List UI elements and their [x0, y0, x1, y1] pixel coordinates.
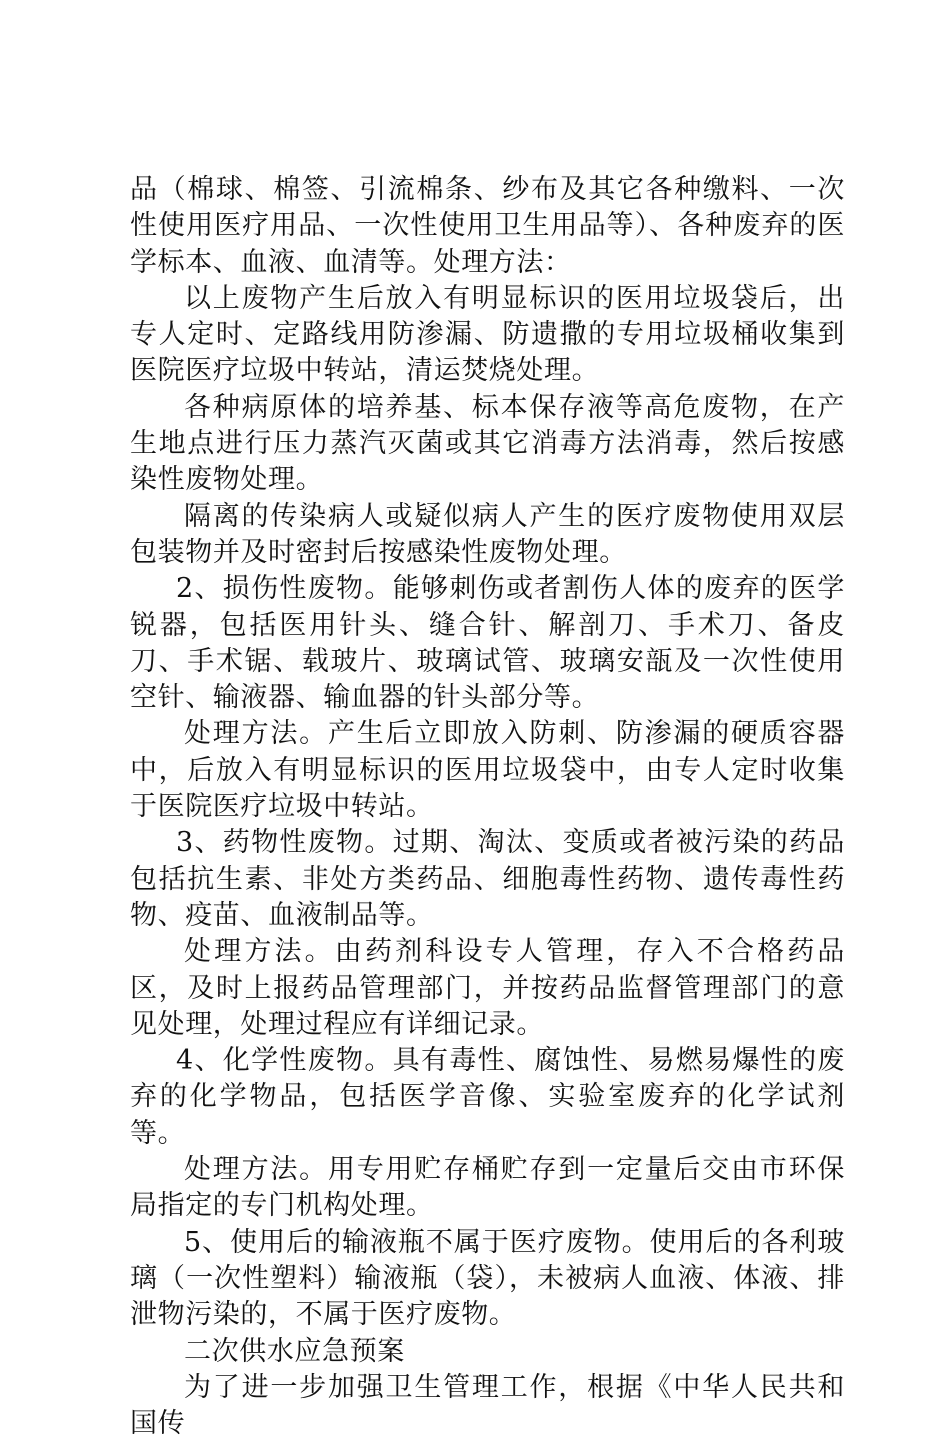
document-body: [130, 172, 845, 1442]
paragraph-5: 2、损伤性废物。能够刺伤或者割伤人体的废弃的医学锐器，包括医用针头、缝合针、解剖刀、手术刀、备皮刀、手术锯、载玻片、玻璃试管、玻璃安瓿及一次性使用空针、输液器、输血器的针头部分等。: [130, 573, 845, 714]
paragraph-6: 处理方法。产生后立即放入防刺、防渗漏的硬质容器中，后放入有明显标识的医用垃圾袋中，由专人定时收集于医院医疗垃圾中转站。: [130, 718, 845, 823]
paragraph-11: 5、使用后的输液瓶不属于医疗废物。使用后的各利玻璃（一次性塑料）输液瓶（袋），未被病人血液、体液、排泄物污染的，不属于医疗废物。: [130, 1226, 845, 1331]
paragraph-9: 4、化学性废物。具有毒性、腐蚀性、易燃易爆性的废弃的化学物品，包括医学音像、实验室废弃的化学试剂等。: [130, 1045, 845, 1149]
paragraph-10: 处理方法。用专用贮存桶贮存到一定量后交由市环保局指定的专门机构处理。: [130, 1154, 845, 1222]
paragraph-8: 处理方法。由药剂科设专人管理，存入不合格药品区，及时上报药品管理部门，并按药品监督管理部门的意见处理，处理过程应有详细记录。: [130, 936, 845, 1040]
section-heading: 二次供水应急预案: [184, 1335, 405, 1367]
paragraph-2: 以上废物产生后放入有明显标识的医用垃圾袋后，出专人定时、定路线用防渗漏、防遗撒的专用垃圾桶收集到医院医疗垃圾中转站，清运焚烧处理。: [130, 282, 845, 387]
paragraph-4: 隔离的传染病人或疑似病人产生的医疗废物使用双层包装物并及时密封后按感染性废物处理。: [130, 500, 845, 568]
paragraph-3: 各种病原体的培养基、标本保存液等高危废物，在产生地点进行压力蒸汽灭菌或其它消毒方法消毒，然后按感染性废物处理。: [130, 391, 845, 496]
paragraph-13: 为了进一步加强卫生管理工作，根据《中华人民共和国传: [130, 1371, 845, 1440]
paragraph-1: 品（棉球、棉签、引流棉条、纱布及其它各种缴料、一次性使用医疗用品、一次性使用卫生用品等）、各种废弃的医学标本、血液、血清等。处理方法：: [130, 174, 845, 278]
paragraph-7: 3、药物性废物。过期、淘汰、变质或者被污染的药品包括抗生素、非处方类药品、细胞毒性药物、遗传毒性药物、疫苗、血液制品等。: [130, 827, 845, 931]
